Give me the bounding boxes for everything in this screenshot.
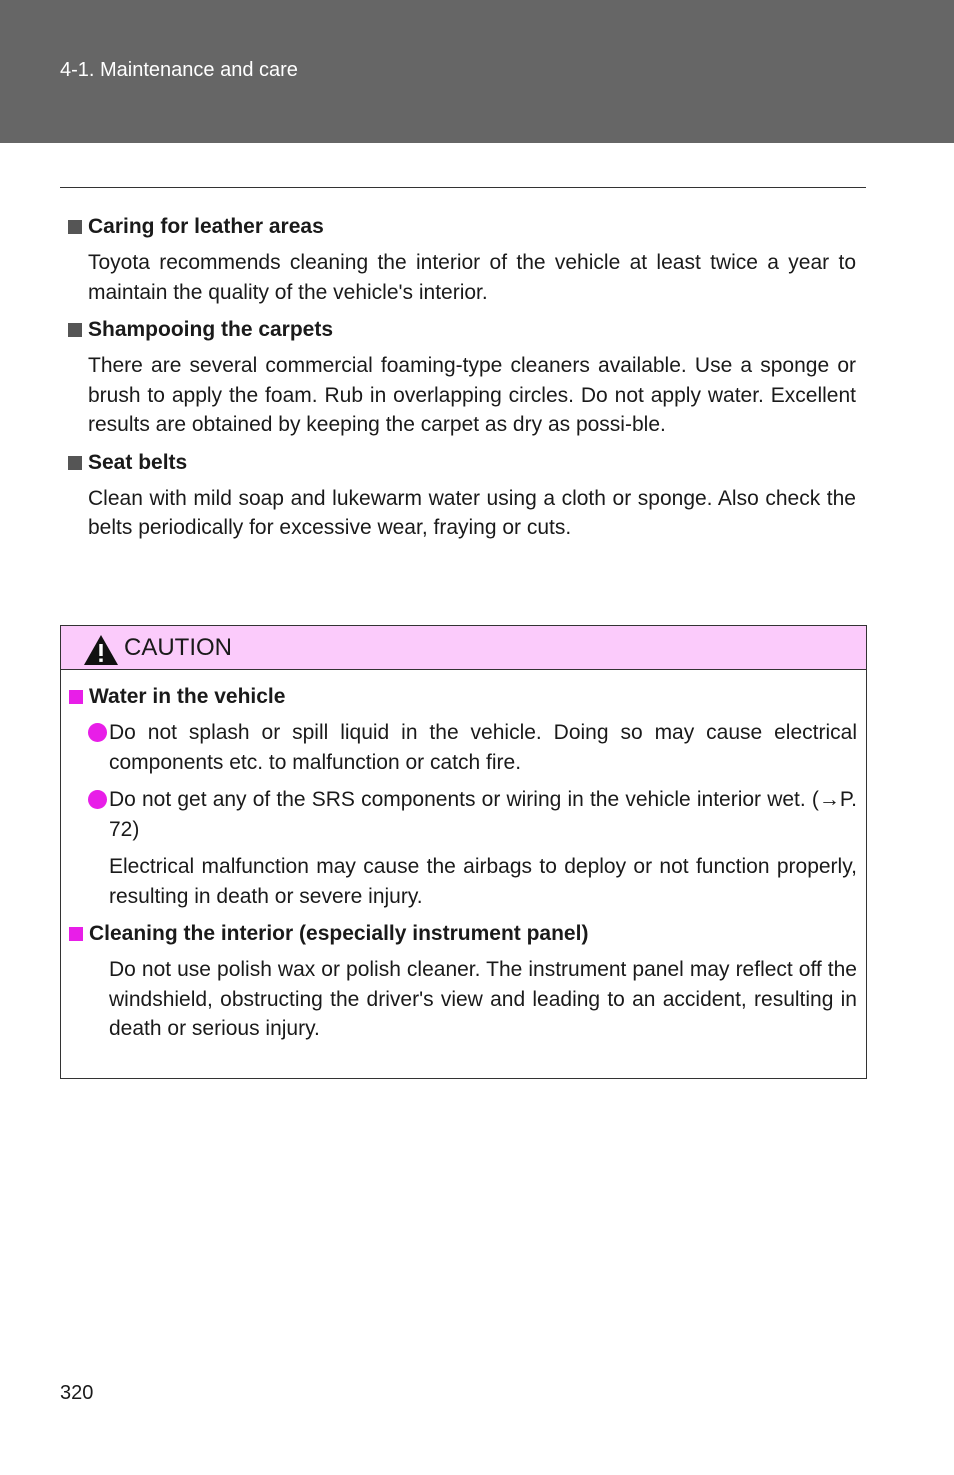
- page-number: 320: [60, 1382, 94, 1404]
- square-bullet-icon: [68, 456, 82, 470]
- section-body: Clean with mild soap and lukewarm water using a cloth or sponge. Also check the belts periodically for excessive wear, fraying or cuts.: [88, 486, 856, 539]
- warning-triangle-icon: [83, 634, 119, 666]
- caution-note: Do not use polish wax or polish cleaner. The instrument panel may reflect off the windshield, obstructing the driver's view and leading to an accident, resulting in death or serious injury.: [109, 958, 857, 1040]
- caution-box: [60, 625, 867, 1079]
- caution-body: [61, 682, 857, 1052]
- heading-text: Caring for leather areas: [88, 215, 324, 238]
- section-body: Toyota recommends cleaning the interior of the vehicle at least twice a year to maintain the quality of the vehicle's interior.: [88, 251, 856, 304]
- heading-text: Shampooing the carpets: [88, 318, 334, 341]
- caution-title: CAUTION: [124, 634, 232, 661]
- caution-bullet: [61, 785, 857, 844]
- square-bullet-icon: [69, 690, 83, 704]
- caution-note: Electrical malfunction may cause the airbags to deploy or not function properly, resulting in death or severe injury.: [109, 855, 857, 908]
- caution-heading: [61, 682, 857, 712]
- section-heading: [60, 212, 856, 242]
- caution-bullet: [61, 718, 857, 777]
- section-body: There are several commercial foaming-type cleaners available. Use a sponge or brush to apply the foam. Rub in overlapping circles. Do not apply water. Excellent results are obtained by keeping the carpet as dry as possi-ble.: [88, 354, 856, 436]
- divider: [60, 187, 866, 188]
- page-header: [0, 0, 954, 143]
- circle-bullet-icon: [88, 723, 107, 742]
- heading-text: Seat belts: [88, 450, 188, 474]
- section-heading: [60, 448, 856, 478]
- square-bullet-icon: [68, 323, 82, 337]
- circle-bullet-icon: [88, 790, 107, 809]
- bullet-text: Do not splash or spill liquid in the vehicle. Doing so may cause electrical components etc. to malfunction or catch fire.: [109, 721, 857, 774]
- section-title: 4-1. Maintenance and care: [60, 59, 298, 81]
- bullet-text: Do not get any of the SRS components or wiring in the vehicle interior wet. (→P. 72): [109, 788, 857, 841]
- heading-text: Water in the vehicle: [89, 685, 286, 708]
- square-bullet-icon: [68, 220, 82, 234]
- heading-text: Cleaning the interior (especially instrument panel): [89, 922, 589, 945]
- section-heading: [60, 315, 856, 345]
- caution-header: [61, 626, 866, 670]
- caution-heading: [61, 919, 857, 949]
- main-content: [60, 212, 856, 551]
- square-bullet-icon: [69, 927, 83, 941]
